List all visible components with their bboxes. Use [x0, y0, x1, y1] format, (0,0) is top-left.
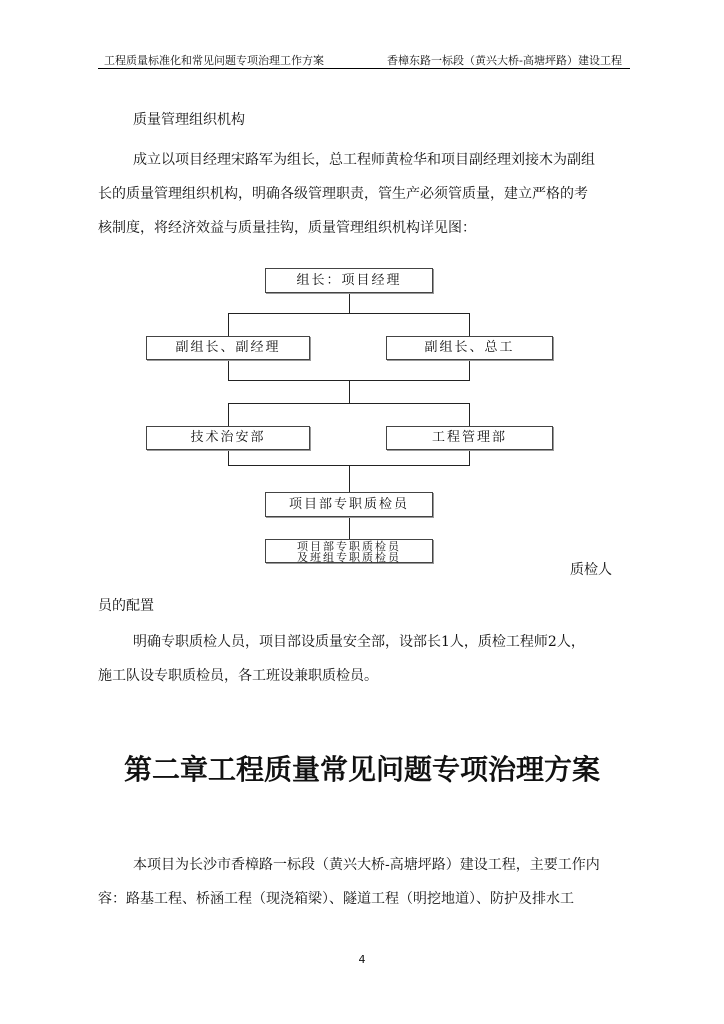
continued-text: 员的配置 [98, 598, 154, 614]
page-number: 4 [358, 953, 366, 966]
para3-line1: 本项目为长沙市香樟路一标段（黄兴大桥-高塘坪路）建设工程，主要工作内 [133, 857, 600, 873]
para1-line2: 长的质量管理组织机构，明确各级管理职责，管生产必须管质量，建立严格的考 [98, 186, 588, 202]
trail-text: 质检人 [570, 562, 612, 578]
header-right-title: 香樟东路一标段（黄兴大桥-高塘坪路）建设工程 [387, 54, 622, 67]
team-box-line2: 及班组专职质检员 [297, 551, 401, 564]
connector [228, 313, 470, 314]
section-title: 质量管理组织机构 [133, 112, 245, 128]
connector [349, 293, 350, 313]
org-box-leader: 组长：项目经理 [265, 268, 433, 293]
connector [349, 380, 350, 403]
org-box-deputy-left: 副组长、副经理 [146, 336, 310, 360]
connector [349, 517, 350, 539]
org-box-inspector: 项目部专职质检员 [265, 492, 433, 517]
chapter-title: 第二章工程质量常见问题专项治理方案 [123, 753, 600, 786]
para2-line2: 施工队设专职质检员，各工班设兼职质检员。 [98, 668, 378, 684]
para1-line1: 成立以项目经理宋路军为组长，总工程师黄检华和项目副经理刘接木为副组 [133, 152, 595, 168]
header-left-title: 工程质量标准化和常见问题专项治理工作方案 [104, 54, 324, 67]
connector [228, 403, 470, 404]
para3-line2: 容：路基工程、桥涵工程（现浇箱梁）、隧道工程（明挖地道）、防护及排水工 [98, 891, 574, 907]
org-box-dept-right: 工程管理部 [386, 426, 553, 450]
org-box-team-inspectors [265, 539, 433, 563]
connector [349, 465, 350, 492]
para1-line3: 核制度，将经济效益与质量挂钩，质量管理组织机构详见图： [98, 220, 476, 236]
para2-line1: 明确专职质检人员，项目部设质量安全部，设部长1人，质检工程师2人， [133, 634, 585, 650]
org-box-deputy-right: 副组长、总工 [386, 336, 553, 360]
org-box-dept-left: 技术治安部 [146, 426, 310, 450]
team-box-line1: 项目部专职质检员 [297, 540, 401, 553]
